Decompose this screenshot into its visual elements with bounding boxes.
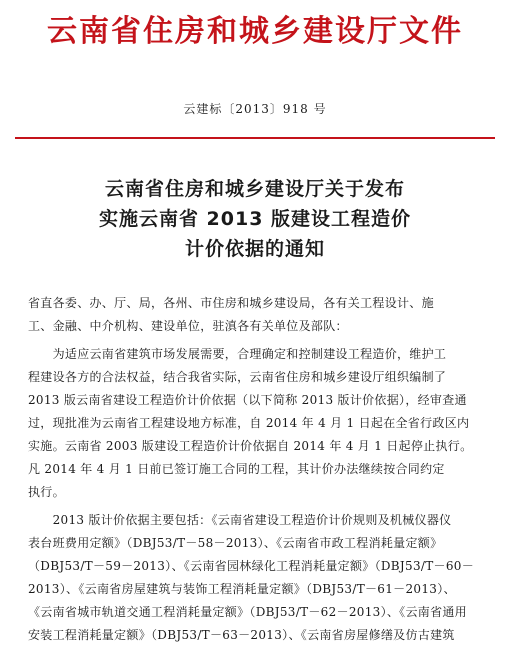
notice-title-line: 实施云南省 2013 版建设工程造价 (98, 208, 412, 230)
body-line: 2013 版计价依据主要包括：《云南省建设工程造价计价规则及机械仪器仪 (28, 513, 452, 527)
body-line: 凡 2014 年 4 月 1 日前已签订施工合同的工程，其计价办法继续按合同约定 (28, 462, 445, 476)
body-paragraph-addressees (28, 292, 488, 338)
document-number: 云建标〔2013〕918 号 (183, 102, 327, 116)
body-paragraph-contents (28, 509, 488, 647)
body-line: 工、金融、中介机构、建设单位，驻滇各有关单位及部队： (28, 319, 348, 333)
header-divider (15, 137, 495, 139)
body-line: 安装工程消耗量定额》（DBJ53/T－63－2013）、《云南省房屋修缮及仿古建筑 (28, 628, 455, 642)
body-line: 程建设各方的合法权益，结合我省实际，云南省住房和城乡建设厅组织编制了 (28, 370, 447, 384)
notice-title (0, 174, 510, 264)
body-line: 2013 版云南省建设工程造价计价依据（以下简称 2013 版计价依据），经审查通 (28, 393, 467, 407)
notice-title-line: 计价依据的通知 (184, 238, 325, 260)
document-header-title: 云南省住房和城乡建设厅文件 (47, 14, 463, 49)
body-line: 2013）、《云南省房屋建筑与装饰工程消耗量定额》（DBJ53/T－61－2013）、 (28, 582, 456, 596)
document-body (28, 292, 488, 647)
body-line: 为适应云南省建筑市场发展需要，合理确定和控制建设工程造价，维护工 (28, 347, 447, 361)
body-line: 实施。云南省 2003 版建设工程造价计价依据自 2014 年 4 月 1 日起停止执行。 (28, 439, 473, 453)
notice-title-line: 云南省住房和城乡建设厅关于发布 (104, 178, 405, 200)
body-line: （DBJ53/T－59－2013）、《云南省园林绿化工程消耗量定额》（DBJ53/T－60－ (28, 559, 475, 573)
body-line: 过，现批准为云南省工程建设地方标准，自 2014 年 4 月 1 日起在全省行政区内 (28, 416, 470, 430)
body-line: 省直各委、办、厅、局，各州、市住房和城乡建设局，各有关工程设计、施 (28, 296, 434, 310)
body-line: 执行。 (28, 485, 65, 499)
body-line: 《云南省城市轨道交通工程消耗量定额》（DBJ53/T－62－2013）、《云南省通用 (28, 605, 467, 619)
body-paragraph-announcement (28, 343, 488, 504)
body-line: 表台班费用定额》（DBJ53/T－58－2013）、《云南省市政工程消耗量定额》 (28, 536, 443, 550)
